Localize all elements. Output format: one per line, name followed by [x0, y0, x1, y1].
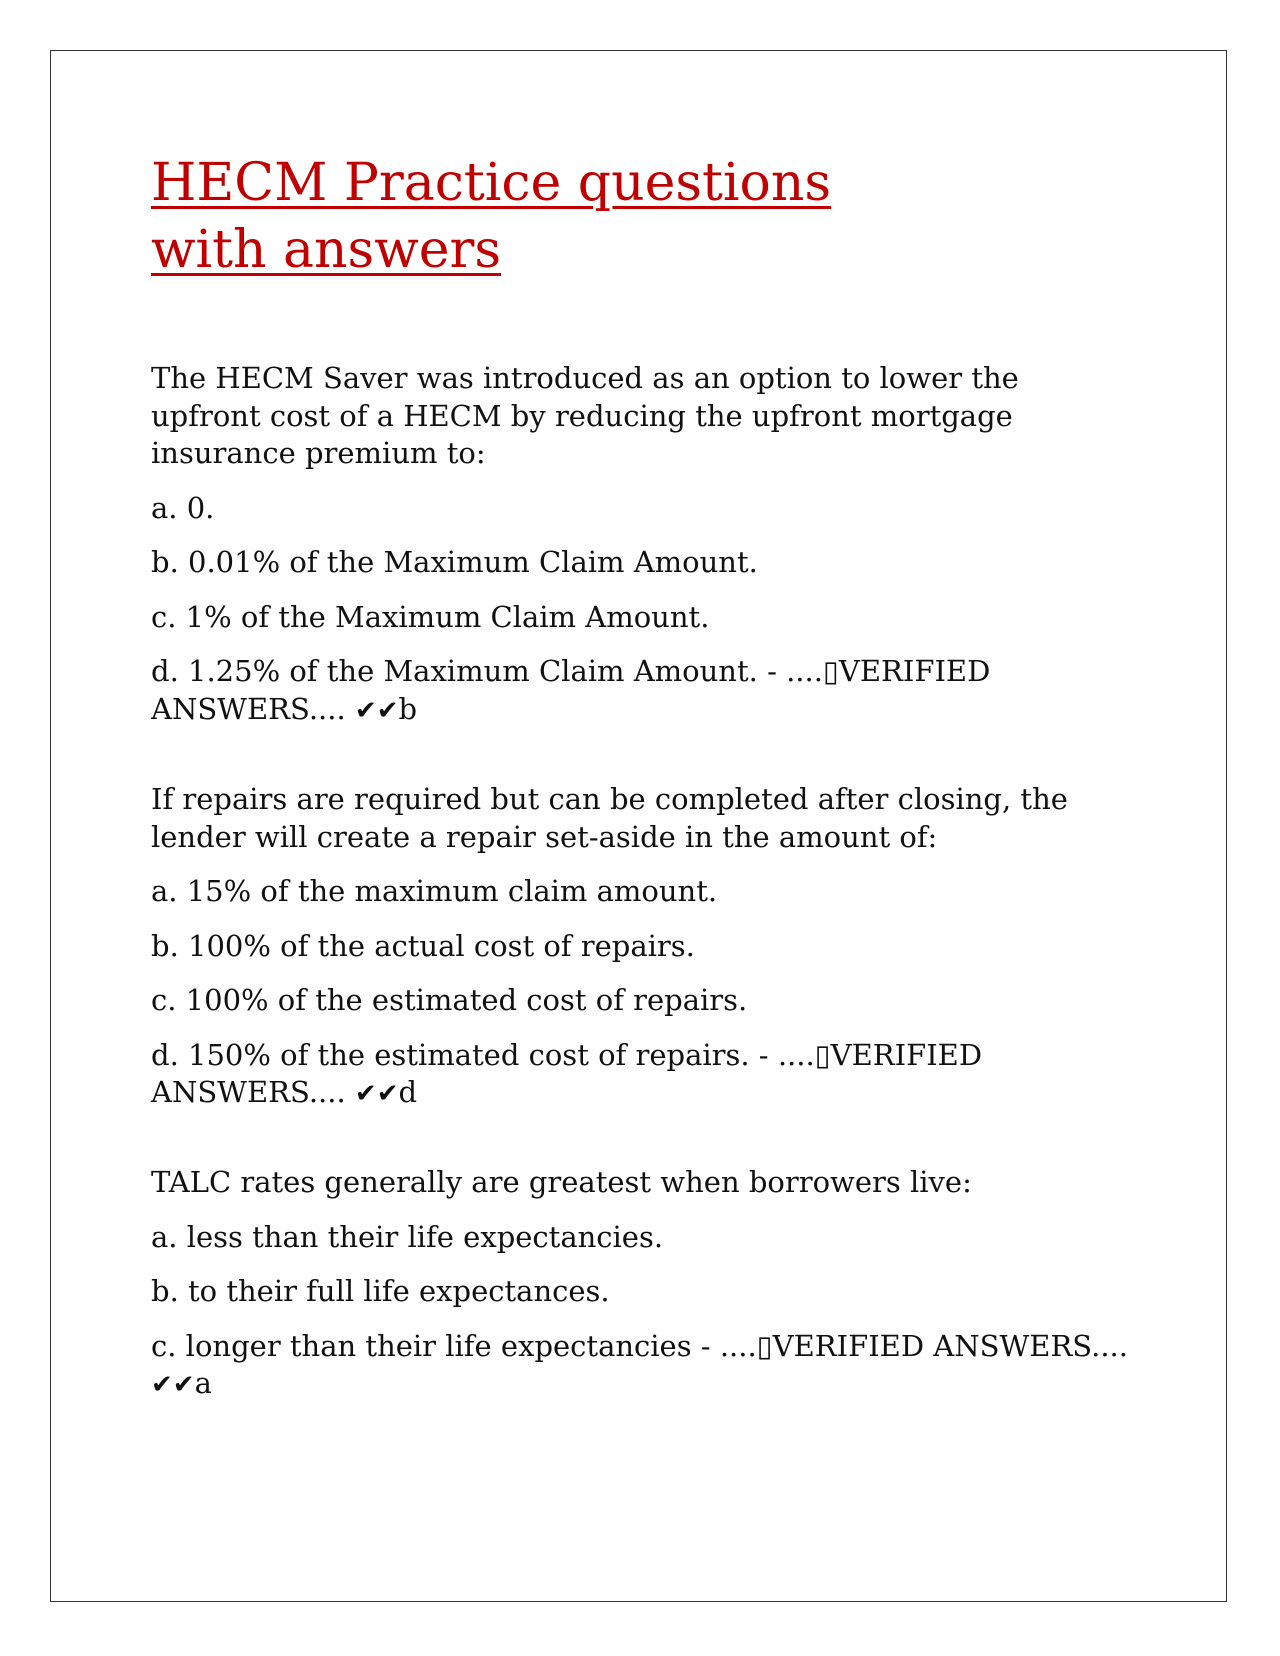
document-content: [151, 150, 1131, 1400]
correct-answer: d: [398, 1075, 418, 1109]
question-text: The HECM Saver was introduced as an option to lower the upfront cost of a HECM by reducing the upfront mortgage insurance premium to:: [151, 361, 1019, 470]
correct-answer: a: [194, 1366, 212, 1400]
answer-option: c. longer than their life expectancies - ....▯: [151, 1328, 773, 1363]
checkmark-icon: ✔✔: [354, 695, 399, 726]
checkmark-icon: ✔✔: [354, 1079, 399, 1109]
answer-option: a. 0.: [151, 490, 215, 525]
question-block: [151, 360, 1131, 730]
answer-option: a. 15% of the maximum claim amount.: [151, 874, 718, 908]
answer-option: b. 0.01% of the Maximum Claim Amount.: [151, 545, 758, 579]
question-block: [151, 781, 1131, 1114]
question-text: If repairs are required but can be completed after closing, the lender will create a repair set-aside in the amount of:: [151, 782, 1068, 854]
verified-label: VERIFIED ANSWERS....: [151, 1037, 983, 1109]
answer-option-with-verified-answer: [151, 1037, 1131, 1114]
checkmark-icon: ✔✔: [151, 1370, 195, 1400]
answer-option: d. 150% of the estimated cost of repairs. - ....▯: [151, 1037, 831, 1072]
answer-option: b. to their full life expectances.: [151, 1274, 610, 1308]
answer-option-with-verified-answer: [151, 1328, 1131, 1405]
correct-answer: b: [398, 691, 418, 726]
question-text: TALC rates generally are greatest when borrowers live:: [151, 1165, 972, 1199]
verified-label: VERIFIED ANSWERS....: [772, 1328, 1128, 1363]
verified-label: VERIFIED ANSWERS....: [151, 654, 991, 726]
question-block: [151, 1164, 1131, 1405]
answer-option: c. 100% of the estimated cost of repairs.: [151, 983, 748, 1017]
answer-option: b. 100% of the actual cost of repairs.: [151, 928, 695, 963]
answer-option-with-verified-answer: [151, 653, 1131, 730]
answer-option: c. 1% of the Maximum Claim Amount.: [151, 599, 710, 634]
answer-option: d. 1.25% of the Maximum Claim Amount. - ....▯: [151, 654, 839, 688]
document-title: HECM Practice questions with answers: [151, 153, 832, 280]
answer-option: a. less than their life expectancies.: [151, 1219, 664, 1254]
